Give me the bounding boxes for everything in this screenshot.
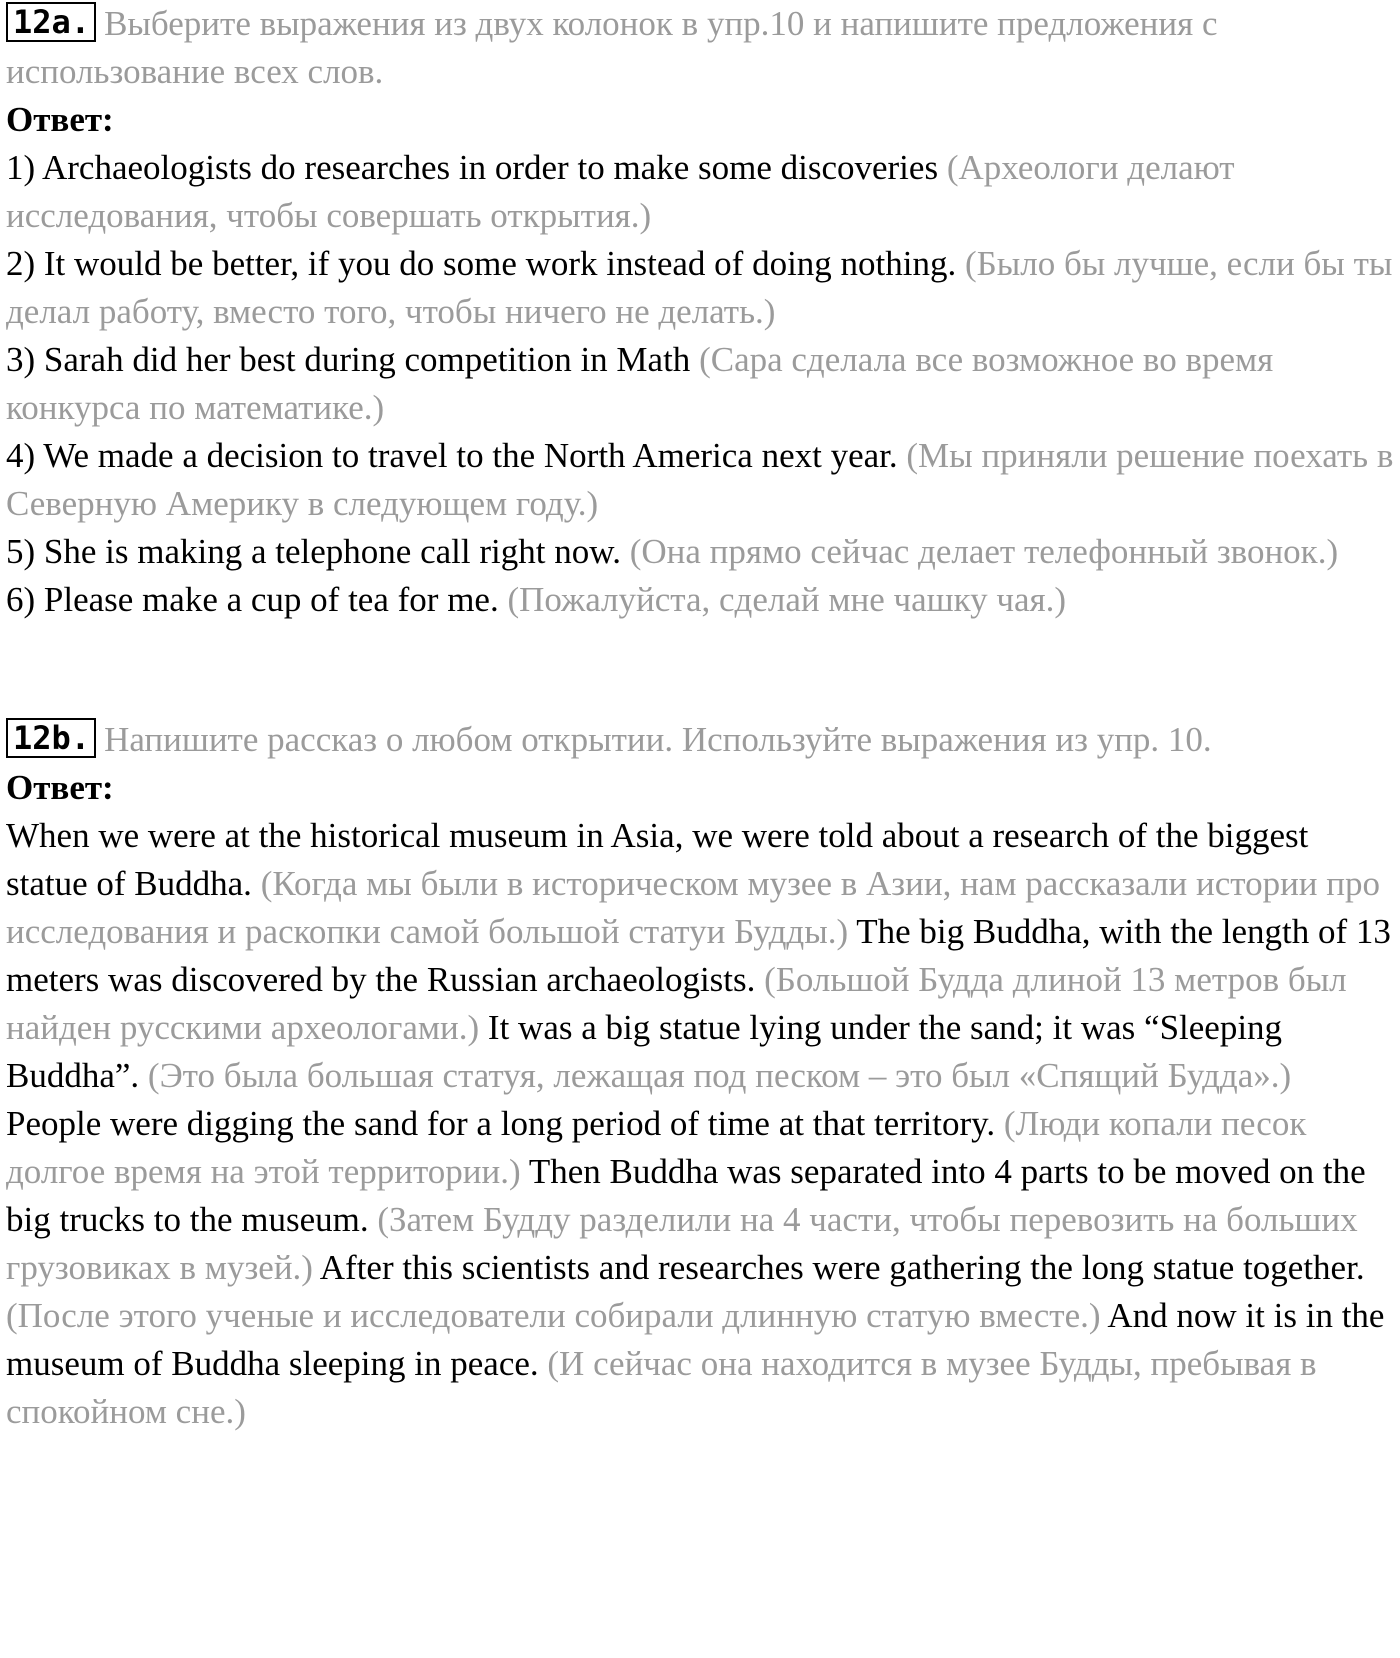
answer-item-6-translation: (Пожалуйста, сделай мне чашку чая.) <box>507 580 1067 619</box>
story-paragraph <box>6 812 1395 1436</box>
exercise-12a-answer-title: Ответ: <box>6 100 114 139</box>
exercise-12b-label: 12b. <box>6 718 96 758</box>
exercise-12b-header <box>6 716 1395 764</box>
exercise-12b-instruction: Напишите рассказ о любом открытии. Используйте выражения из упр. 10. <box>104 720 1212 759</box>
answer-item-3 <box>6 336 1395 432</box>
exercise-12b <box>6 716 1395 1436</box>
answer-item-1 <box>6 144 1395 240</box>
story-sentence-7-english: And now it is in the museum of Buddha sleeping in peace. <box>6 1296 1385 1383</box>
answer-item-3-english: 3) Sarah did her best during competition in Math <box>6 340 691 379</box>
story-sentence-2-english: The big Buddha, with the length of 13 meters was discovered by the Russian archaeologists. <box>6 912 1391 999</box>
story-sentence-5-english: Then Buddha was separated into 4 parts to be moved on the big trucks to the museum. <box>6 1152 1366 1239</box>
answer-item-6 <box>6 576 1395 624</box>
story-sentence-4-english: People were digging the sand for a long period of time at that territory. <box>6 1104 996 1143</box>
story-sentence-2-translation: (Большой Будда длиной 13 метров был найден русскими археологами.) <box>6 960 1347 1047</box>
answer-item-5-english: 5) She is making a telephone call right now. <box>6 532 621 571</box>
answer-item-2 <box>6 240 1395 336</box>
story-sentence-6-english: After this scientists and researches were gathering the long statue together. <box>319 1248 1365 1287</box>
answer-item-6-english: 6) Please make a cup of tea for me. <box>6 580 499 619</box>
answer-item-1-english: 1) Archaeologists do researches in order to make some discoveries <box>6 148 939 187</box>
answer-item-2-english: 2) It would be better, if you do some work instead of doing nothing. <box>6 244 957 283</box>
answer-item-5-translation: (Она прямо сейчас делает телефонный звонок.) <box>629 532 1339 571</box>
answer-item-4-english: 4) We made a decision to travel to the North America next year. <box>6 436 898 475</box>
story-sentence-1-translation: (Когда мы были в историческом музее в Азии, нам рассказали истории про исследования и раскопки самой большой статуи Будды.) <box>6 864 1381 951</box>
story-sentence-3-translation: (Это была большая статуя, лежащая под песком – это был «Спящий Будда».) <box>147 1056 1292 1095</box>
exercise-12a-header <box>6 0 1395 96</box>
story-sentence-6-translation: (После этого ученые и исследователи собирали длинную статую вместе.) <box>6 1296 1101 1335</box>
answer-item-4 <box>6 432 1395 528</box>
exercise-12a-instruction: Выберите выражения из двух колонок в упр.10 и напишите предложения с использование всех слов. <box>6 4 1218 91</box>
story-sentence-5-translation: (Затем Будду разделили на 4 части, чтобы перевозить на больших грузовиках в музей.) <box>6 1200 1358 1287</box>
story-sentence-7-translation: (И сейчас она находится в музее Будды, пребывая в спокойном сне.) <box>6 1344 1317 1431</box>
answer-item-2-translation: (Было бы лучше, если бы ты делал работу, вместо того, чтобы ничего не делать.) <box>6 244 1393 331</box>
story-sentence-4-translation: (Люди копали песок долгое время на этой территории.) <box>6 1104 1307 1191</box>
exercise-12b-answer-title: Ответ: <box>6 768 114 807</box>
answer-item-4-translation: (Мы приняли решение поехать в Северную Америку в следующем году.) <box>6 436 1394 523</box>
story-sentence-3-english: It was a big statue lying under the sand; it was “Sleeping Buddha”. <box>6 1008 1283 1095</box>
answer-item-3-translation: (Сара сделала все возможное во время конкурса по математике.) <box>6 340 1274 427</box>
story-sentence-1-english: When we were at the historical museum in Asia, we were told about a research of the biggest statue of Buddha. <box>6 816 1309 903</box>
answer-item-5 <box>6 528 1395 576</box>
answer-item-1-translation: (Археологи делают исследования, чтобы совершать открытия.) <box>6 148 1235 235</box>
exercise-12a-label: 12a. <box>6 2 96 42</box>
exercise-12a <box>6 0 1395 624</box>
